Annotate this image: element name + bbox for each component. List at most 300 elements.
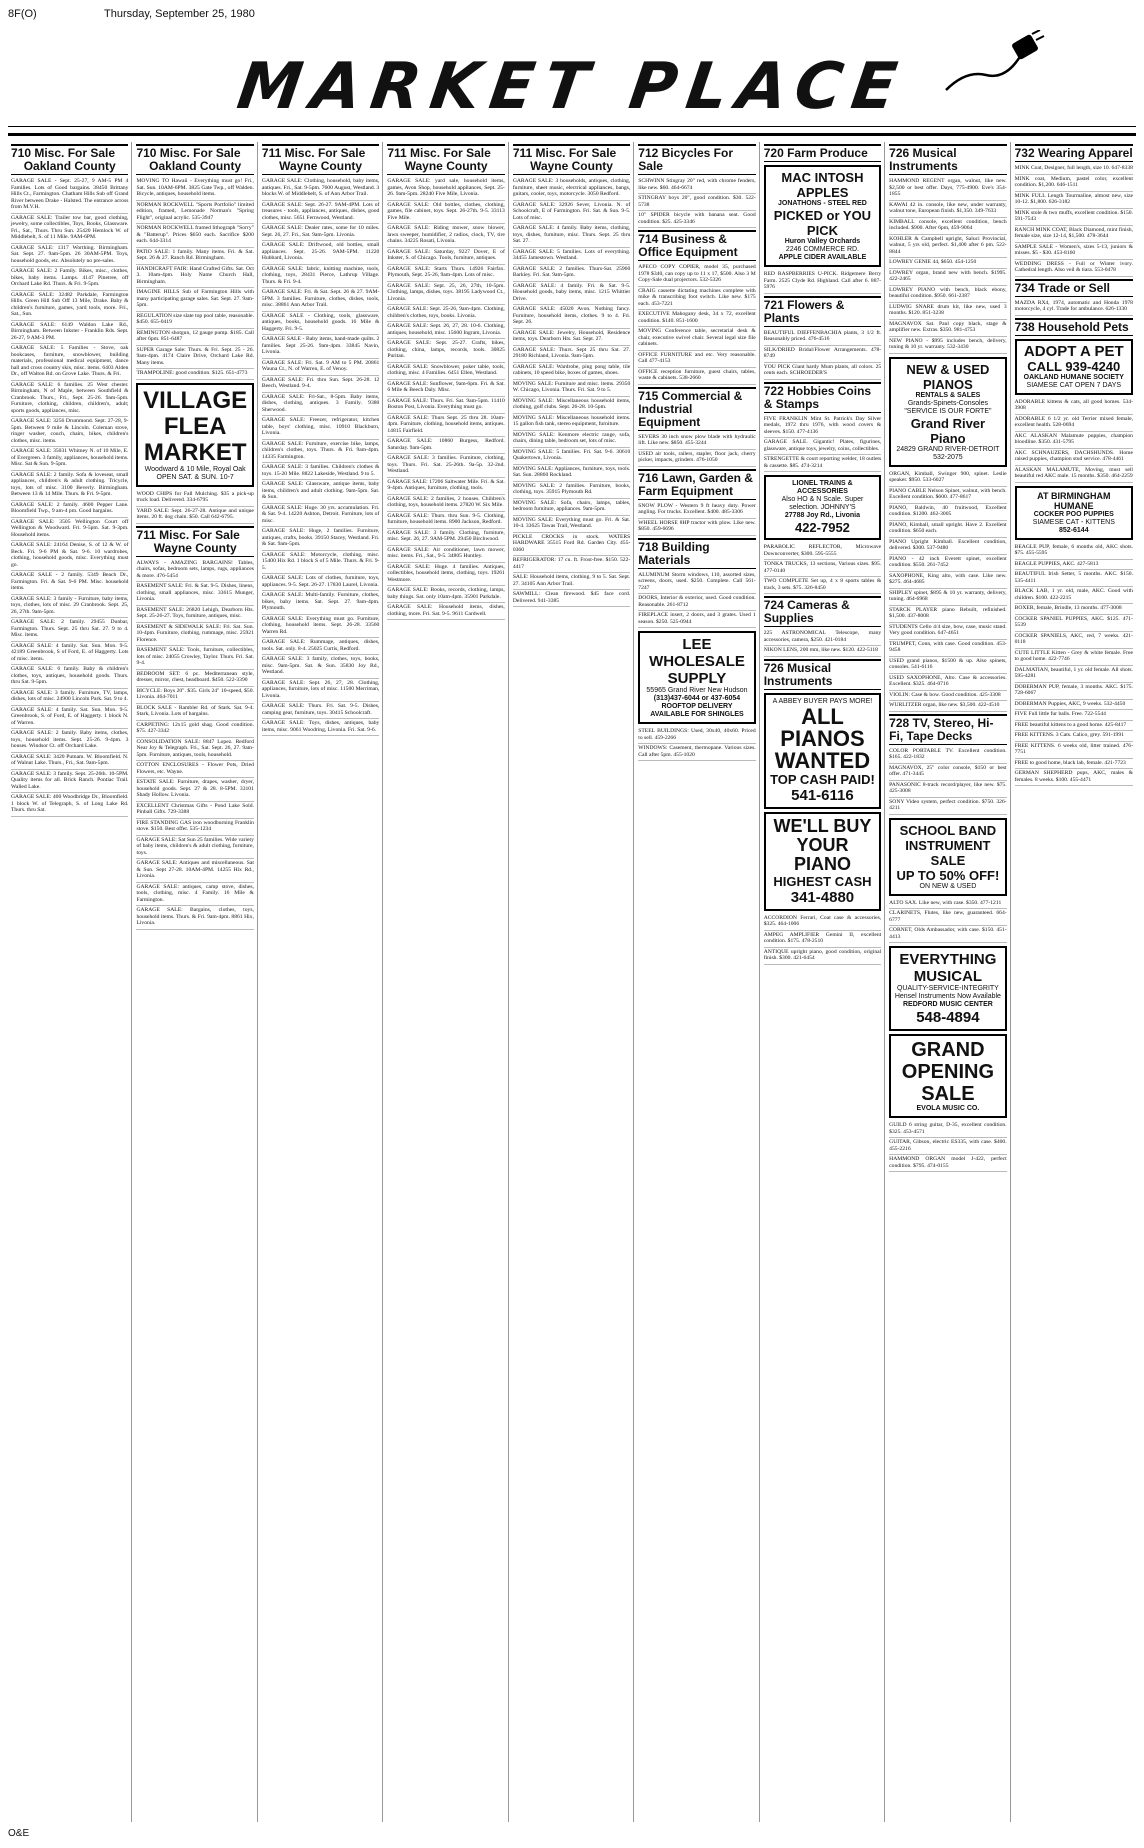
ad-line: SIAMESE CAT - KITTENS xyxy=(1032,518,1115,526)
section-header: 724 Cameras & Supplies xyxy=(764,596,881,627)
ad-list xyxy=(764,543,881,594)
ad-line: COCKER POO PUPPIES xyxy=(1033,510,1114,518)
column-7 xyxy=(761,142,885,1822)
classified-ad: STARCK PLAYER piano Rebuilt, refinished. $1,500. 437-8008 xyxy=(889,606,1006,623)
section-header: 721 Flowers & Plants xyxy=(764,296,881,327)
ad-line: 24829 GRAND RIVER-DETROIT 532-2075 xyxy=(896,445,1000,461)
classified-ad: WHEEL HORSE 8HP tractor with plow. Like new. $850. 459-6696 xyxy=(638,519,755,536)
classified-ad: SILK/DRIED Bridal/Flower Arrangements. 478-8749 xyxy=(764,346,881,363)
classified-ad: BOXER, female, Brindle, 13 months. 477-3008 xyxy=(1015,604,1133,615)
classified-ad: MOVING SALE: Appliances, furniture, toys, tools. Sat. Sun. 28860 Rockland. xyxy=(513,465,630,482)
ad-list xyxy=(889,177,1006,354)
ad-list xyxy=(1015,543,1133,787)
classified-ad: GARAGE SALE: Rummage, antiques, dishes, tools. Sat. only. 8-4. 25025 Curtis, Redford. xyxy=(262,638,379,655)
classified-ad: CUTE LITTLE Kitten - Grey & white female. Free to good home. 422-7746 xyxy=(1015,649,1133,666)
classified-ad: SAWMILL: Clean firewood. $45 face cord. Delivered. 941-3385 xyxy=(513,590,630,607)
classified-ad: GARAGE SALE: 32926 Sever, Livonia. N. of Schoolcraft, E of Farmington. Fri. Sat. & Sun. 9-5. Lots of misc. xyxy=(513,201,630,225)
classified-ad: WEDDING DRESS - Full or Winter ivory. Cathedral length. Also veil & tiara. 553-0478 xyxy=(1015,260,1133,277)
classified-ad: GARAGE SALE: Jewelry, Household, Residence items, toys. Dearborn Hts. Sat. Sept. 27. xyxy=(513,329,630,346)
flea-market-hours: OPEN SAT. & SUN. 10-7 xyxy=(156,473,234,481)
classified-ad: GARAGE SALE: Freezer, refrigerator, kitchen table, boys' clothing, misc. 10910 Blackburn, Livonia. xyxy=(262,416,379,440)
classified-ad: GARAGE SALE: 1317 Worthing. Birmingham. Sat. Sept. 27. 9am-5pm. 26 30AM-5PM. Toys, household goods, etc. Absolutely no pre-sales. xyxy=(11,244,128,268)
ad-line: REDFORD MUSIC CENTER xyxy=(902,1001,993,1008)
classified-ad: USED grand pianos, $1500 & up. Also spinets, consoles. 541-6116 xyxy=(889,657,1006,674)
classified-ad: PANASONIC 8-track record/player, like new. $75. 425-3008 xyxy=(889,781,1006,798)
ad-line: 852-6144 xyxy=(1059,526,1089,534)
ad-line: MAC INTOSH APPLES xyxy=(781,170,864,200)
classified-ad: APECO COPY COPIER, model 35, purchased 1978 $340, can copy up to 11 x 17, $500. Also 3 M Copy-Sale dual projectors. 532-5326 xyxy=(638,263,755,287)
classified-ad: BASEMENT SALE: 26820 Lehigh, Dearborn Hts. Sept. 25-26-27. Toys, furniture, antiques, misc. xyxy=(136,606,253,623)
classified-ad: GARAGE SALE: Air conditioner, lawn mower, misc. items. Fri., Sat., 9-5. 34805 Huntley. xyxy=(387,546,504,563)
ad-list xyxy=(889,899,1006,944)
classified-ad: MAGNAVOX, 25" color console, $150 or best offer. 471-3445 xyxy=(889,764,1006,781)
ad-list xyxy=(764,270,881,294)
section-header: 711 Misc. For Sale Wayne County xyxy=(136,526,253,557)
classified-ad: GARAGE SALE: Thurs. Fri. Sat. 9am-5pm. 11410 Boston Post, Livonia. Everything must go. xyxy=(387,397,504,414)
ad-list xyxy=(889,470,1006,712)
ad-line: ALL PIANOS WANTED xyxy=(774,703,871,773)
classified-ad: CARPETING: 12x15 gold shag. Good condition. $75. 427-3342 xyxy=(136,721,253,738)
column-1 xyxy=(8,142,132,1822)
section-header: 710 Misc. For Sale Oakland County xyxy=(136,144,253,175)
classified-ad: GARAGE SALE: 3 family - Furniture, baby items, toys, clothes, lots of misc. 29 Cranbrook. Sept. 25, 26, 27th. 9am-5pm. xyxy=(11,595,128,619)
flea-market-title: VILLAGE FLEA MARKET xyxy=(143,386,248,466)
classified-ad: GARAGE SALE: Motorcycle, clothing, misc. 15400 Hix Rd. 1 block S of 5 Mile. Thurs. & Fri. 9-5. xyxy=(262,551,379,575)
classified-ad: FIVE Full little fur balls. Free. 722-5544 xyxy=(1015,710,1133,721)
classified-ad: STUDENTS Cello 4/4 size, bow, case, music stand. Very good condition. 647-4651 xyxy=(889,623,1006,640)
ad-list xyxy=(1015,164,1133,277)
classified-ad: GARAGE SALE: 6149 Waldon Lake Rd., Birmingham. Between Inkster - Franklin Rds. Sept. 26-27, 9 AM-3 PM. xyxy=(11,321,128,345)
classified-ad: AKC SCHNAUZERS, DACHSHUNDS. Home raised puppies, champion stud service. 478-4461 xyxy=(1015,449,1133,466)
classified-ad: YARD SALE: Sept. 26-27-28. Antique and unique items. 20 ft. dog chain. $50. Call 642-6795. xyxy=(136,507,253,524)
classified-ad: PIANO Upright Kimball. Excellent condition, delivered. $300. 537-9480 xyxy=(889,538,1006,555)
classified-ad: IMAGINE HILLS Sub of Farmington Hills with many participating garage sales. Sat. Sept. 27. 9am-5pm. xyxy=(136,288,253,312)
classified-ad: PIANO - 42 inch Everett spinet, excellent condition. $550. 261-7452 xyxy=(889,555,1006,572)
classified-ad: GARAGE SALE. Gigantic! Plates, figurines, glassware, antique toys, jewelry, coins, collectibles. xyxy=(764,438,881,455)
classified-ad: ORGAN, Kimball, Swinger 900, spinet. Leslie speaker. $950. 533-6027 xyxy=(889,470,1006,487)
column-3 xyxy=(259,142,383,1822)
ad-line: 341-4880 xyxy=(790,888,855,906)
classified-ad: GARAGE SALE: 45020 Avon. Nothing fancy. Furniture, household items, clothes. 9 to 4. Fri. Sept. 26. xyxy=(513,305,630,329)
section-header: 738 Household Pets xyxy=(1015,318,1133,336)
section-header: 720 Farm Produce xyxy=(764,144,881,162)
classified-ad: FIREPLACE insert, 2 doors, and 3 grates. Used 1 season. $250. 525-0944 xyxy=(638,611,755,628)
classified-ad: DOBERMAN Puppies, AKC, 9 weeks. 532-4450 xyxy=(1015,700,1133,711)
classified-ad: ADORABLE 6 1/2 yr. old Terrier mixed female, excellent health. 528-0694 xyxy=(1015,415,1133,432)
classified-ad: GARAGE SALE: 3256 Drummond. Sept. 27-28, 9-5pm. Between 9 mile & Lincoln. Coleman stove, ringer washer, couch, chairs, bikes, children's clothes, misc. items. xyxy=(11,417,128,447)
classified-ad: FREE KITTENS. 3 Cats. Calico, grey. 591-1991 xyxy=(1015,731,1133,742)
section-header: 712 Bicycles For Sale xyxy=(638,144,755,175)
classified-ad: 10" SPIDER bicycle with banana seat. Good condition. $25. 425-3346 xyxy=(638,211,755,228)
column-6 xyxy=(635,142,759,1822)
ad-line: Grand River Piano xyxy=(910,415,986,446)
classified-ad: RED RASPBERRIES U-PICK. Ridgemere Berry Farm. 2525 Clyde Rd. Highland. Call after 6. 887-5976 xyxy=(764,270,881,294)
classified-ad: GARAGE SALE: Riding mower, snow blower, lawn sweeper, humidifier, 2 radios, clock, TV, tire chains. 34225 Rosati, Livonia. xyxy=(387,224,504,248)
classified-ad: REGULATION size slate top pool table, reasonable. $450. 655-0419 xyxy=(136,312,253,329)
classified-ad: TRUMPET, Conn, with case. Good condition. 453-9458 xyxy=(889,640,1006,657)
section-header: 710 Misc. For Sale Oakland County xyxy=(11,144,128,175)
classified-ad: MOVING Conference table, secretarial desk & chair, executive swivel chair. Several legal size file cabinets. xyxy=(638,327,755,351)
classified-ad: BASEMENT & SIDEWALK SALE: Fri. Sat. Sun. 10-4pm. Furniture, clothing, rummage, misc. 25921 Florence. xyxy=(136,623,253,647)
lee-wholesale-title: LEE WHOLESALE SUPPLY xyxy=(649,636,745,687)
classified-ad: BEAUTIFUL DIEFFENBACHIA plants, 3 1/2 ft. Reasonably priced. 476-4516 xyxy=(764,329,881,346)
classified-ad: GARAGE SALE: Old bottles, clothes, clothing, games, file cabinet, toys. Sept. 26-27th. 9-5. 33113 Five Mile. xyxy=(387,201,504,225)
classified-ad: GARAGE SALE: Huge. 30 yrs. accumulation. Fri. & Sat. 9-4. 14220 Ashton, Detroit. Furniture, lots of misc. xyxy=(262,504,379,528)
masthead-rule xyxy=(8,126,1136,127)
classified-ad: MOVING SALE: Everything must go. Fri. & Sat. 10-4. 33625 Tawas Trail, Westland. xyxy=(513,516,630,533)
classified-ad: DALMATIAN, beautiful, 1 yr. old female. All shots. 595-4281 xyxy=(1015,666,1133,683)
classified-ad: PIANO CABLE Nelson Spinet, walnut, with bench. Excellent condition. $600. 477-8617 xyxy=(889,487,1006,504)
classified-ad: MOVING SALE: Furniture and misc. items. 29350 W. Chicago, Livonia. Thurs. Fri. Sat. 9 to 5. xyxy=(513,380,630,397)
classified-ad: GARAGE SALE: Sept. 26, 27, 28. 10-6. Clothing, antiques, household, misc. 15600 Ingram, Livonia. xyxy=(387,322,504,339)
lee-wholesale-ad xyxy=(638,631,755,724)
ad-line: Huron Valley Orchards xyxy=(784,238,861,245)
ad-line: Grands-Spinets-Consoles xyxy=(907,399,988,407)
page-number: 8F(O) xyxy=(8,8,37,20)
classified-ad: GARAGE SALE: 5 families. Lots of everything. 34455 Jamestown. Westland. xyxy=(513,248,630,265)
classified-ad: EXECUTIVE Mahogany desk, 34 x 72, excellent condition. $140. 851-1600 xyxy=(638,310,755,327)
ad-list xyxy=(638,177,755,228)
section-header: 732 Wearing Apparel xyxy=(1014,146,1133,160)
classified-ad: GARAGE SALE: Everything must go. Furniture, clothing, household items. Sept. 26-28. 33560 Warren Rd. xyxy=(262,615,379,639)
classified-ad: LOWREY organ, brand new with bench. $1995. 422-2465 xyxy=(889,269,1006,286)
ad-line: 27788 Joy Rd., Livonia xyxy=(784,512,860,519)
classified-ad: ALTO SAX. Like new, with case. $350. 477-1211 xyxy=(889,899,1006,910)
classified-ad: GARAGE SALE: 32482 Parkdale, Farmington Hills. Green Hill Sub Off 13 Mile, Drake. Baby & children's furniture, games, yard tools, more. Fri., Sat., Sun. xyxy=(11,291,128,321)
ad-list xyxy=(136,559,253,930)
classified-ad: WURLITZER organ, like new. $3,500. 422-4510 xyxy=(889,701,1006,712)
classified-ad: SONY Video system, perfect condition. $750. 326-4211 xyxy=(889,798,1006,815)
ad-list xyxy=(764,914,881,965)
section-header: 722 Hobbies Coins & Stamps xyxy=(764,382,881,413)
classified-ad: CRAIG cassette dictating machines complete with mike & transcribing foot switch. Like new. $175 each. 453-7221 xyxy=(638,287,755,311)
ad-line: Also HO & N Scale. Super selection. JOHNNY'S xyxy=(781,496,864,511)
classified-ad: GARAGE SALE: Sept. 26, 27, 28. Clothing, appliances, furniture, lots of misc. 11500 Merriman, Livonia. xyxy=(262,679,379,703)
classified-ad: STEEL BUILDINGS: Used, 30x40, 40x60. Priced to sell. 459-2266 xyxy=(638,727,755,744)
classified-ad: CLARINETS, Flutes, like new, guaranteed. 664-6777 xyxy=(889,909,1006,926)
classified-columns xyxy=(8,142,1136,1822)
classified-ad: GARAGE SALE: 4 family. Baby items, clothing, toys, dishes, furniture, misc. Thurs. Sept. 25 thru Sat. 27. xyxy=(513,224,630,248)
classified-ad: GARAGE SALE: Furniture, exercise bike, lamps, children's clothes, toys. Thurs. & Fri. 9am-4pm. 14335 Farmington. xyxy=(262,440,379,464)
classified-ad: TONKA TRUCKS, 13 sections, Various sizes. $95. 477-0140 xyxy=(764,560,881,577)
lee-wholesale-address: 55965 Grand River New Hudson xyxy=(646,687,748,694)
classified-ad: GARAGE SALE: yard sale, household items, games, Avon Shop, household appliances, Sept. 25-26. 9am-5pm. 28240 Five Mile, Livonia. xyxy=(387,177,504,201)
column-4 xyxy=(384,142,508,1822)
ad-line: ADOPT A PET xyxy=(1023,342,1124,360)
ad-list xyxy=(638,727,755,761)
column-8 xyxy=(886,142,1010,1822)
ad-list xyxy=(136,490,253,524)
classified-ad: BLOCK SALE - Rambler Rd. of Stark. Sat. 9-4. Stark, Livonia. Lots of bargains. xyxy=(136,704,253,721)
ad-line: QUALITY-SERVICE-INTEGRITY xyxy=(896,985,999,992)
classified-ad: MOVING SALE: Kenmore electric range, sofa, chairs, dining table, bedroom set, lots of misc. xyxy=(513,431,630,448)
ad-line: GRAND OPENING SALE xyxy=(901,1039,995,1105)
mouse-plug-icon xyxy=(926,30,1046,100)
ad-line: EVOLA MUSIC CO. xyxy=(916,1105,980,1112)
classified-ad: ESTATE SALE: Furniture, drapes, washer, dryer, household goods. Sept. 27 & 28. 8-5PM. 33101 Shady Hollow. Livonia. xyxy=(136,778,253,802)
classified-ad: GARAGE SALE: 2 family. 29455 Dunbar, Farmington. Thurs. Sept. 25 thru Sat. 27. 9 to 4. Misc. items. xyxy=(11,618,128,642)
classified-ad: GARAGE SALE: 2 families, 2 houses. Children's clothing, toys, household items. 27820 W. Six Mile. xyxy=(387,495,504,512)
classified-ad: GARAGE SALE - Baby items, hand-made quilts. 2 families. Sept 25-26. 9am-4pm. 33845 Navin, Livonia. xyxy=(262,335,379,359)
ad-line: JONATHONS - STEEL RED xyxy=(778,200,867,207)
classified-ad: DOORS, Interior & exterior, used. Good condition. Reasonable. 261-8712 xyxy=(638,594,755,611)
classified-ad: COCKER SPANIEL PUPPIES, AKC. $125. 471-5539 xyxy=(1015,615,1133,632)
ad-list xyxy=(136,177,253,380)
classified-ad: ACCORDION Ferrari, Coat case & accessories, $325. 464-1006 xyxy=(764,914,881,931)
classified-ad: GARAGE SALE: Clothing, household, baby items, antiques. Fri., Sat. 9-5pm. 7600 August, Westland. 3 blocks W. of Middlebelt, S. of Ann Arbor Trail. xyxy=(262,177,379,201)
ad-list xyxy=(638,571,755,629)
classified-ad: BEAGLE PUP, female, 6 months old, AKC shots. $75. 455-5595 xyxy=(1015,543,1133,560)
classified-ad: GARAGE SALE: 2 family. Sofa & loveseat, small appliances, children's & adult clothing. Tricycle, toys, lots of misc. 3100 Beverly. Birmingham. Between 13 & 14 Mile. Thurs. & Fri. 9-5pm. xyxy=(11,471,128,501)
classified-ad: COLOR PORTABLE TV. Excellent condition. $165. 422-1832 xyxy=(889,747,1006,764)
classified-ad: AMPEG AMPLIFIER Gemini II, excellent condition. $175. 478-2510 xyxy=(764,931,881,948)
classified-ad: GARAGE SALE: 2 family. 4600 Pepper Lane. Bloomfield Twp., 9 am-4 pm. Good bargains. xyxy=(11,501,128,518)
classified-ad: GARAGE SALE: 3 family. Furniture, TV, lamps, dishes, lots of misc. 24900 Lincoln Park. Sat. 9 to 4. xyxy=(11,689,128,706)
section-header: 716 Lawn, Garden & Farm Equipment xyxy=(638,469,755,500)
ad-list xyxy=(764,629,881,657)
ad-list xyxy=(513,177,630,607)
classified-ad: EXCELLENT Christmas Gifts - Pond Lake Sold. Pinball Gifts. 729-3388 xyxy=(136,802,253,819)
classified-ad: MINK Coat, Designer, full length, size 10. 647-8338 xyxy=(1015,164,1133,175)
classified-ad: GARAGE SALE: 10860 Burgess, Redford. Saturday. 9am-5pm. xyxy=(387,437,504,454)
classified-ad: MOVING SALE: 5 families. Fri. Sat. 9-6. 30610 Quakertown, Livonia. xyxy=(513,448,630,465)
classified-ad: GARAGE SALE: 3 family, clothes, toys, books, misc. 9am-5pm. Sat. & Sun. 35830 Joy Rd., Westland. xyxy=(262,655,379,679)
classified-ad: AKC ALASKAN Malamute puppies, champion bloodline. $350. 431-5795 xyxy=(1015,432,1133,449)
ad-line: 422-7952 xyxy=(794,520,850,535)
ad-line: UP TO 50% OFF! xyxy=(896,867,1000,883)
flea-market-ad xyxy=(136,383,253,487)
ad-line: 548-4894 xyxy=(916,1009,980,1026)
ad-list xyxy=(638,433,755,467)
classified-ad: GARAGE SALE: fabric, knitting machine, tools, clothing, toys, 28431 Pierce, Lathrup Village. Thurs. & Fri. 9-4. xyxy=(262,265,379,289)
classified-ad: GARAGE SALE: Toys, dishes, antiques, baby items, misc. 9061 Woodring, Livonia. Fri. Sat. 9-6. xyxy=(262,719,379,736)
classified-ad: VIOLIN: Case & bow. Good condition. 425-3308 xyxy=(889,691,1006,702)
classified-ad: GARAGE SALE - 2 family. 5349 Beach Dr., Farmington. Fri. & Sat. 9-6 PM. Misc. household items. xyxy=(11,571,128,595)
classified-ad: GARAGE SALE: Huge. 4 families. Antiques, collectibles, household items, clothing, toys. 19261 Westmore. xyxy=(387,563,504,587)
classified-ad: NORMAN ROCKWELL framed lithograph "Sorry" & "Batterup". Prices $650 each. Sacrifice $200 each. 644-3314 xyxy=(136,224,253,248)
classified-ad: SUPER Garage Sale: Thurs. & Fri. Sept. 25 - 26. 9am-4pm. 4174 Claire Drive, Orchard Lake Rd. Many items. xyxy=(136,346,253,370)
section-header: 718 Building Materials xyxy=(638,538,755,569)
classified-ad: GARAGE SALE: Fri. & Sat. Sept. 26 & 27. 9AM-5PM. 3 families. Furniture, clothes, dishes, tools, misc. 38861 Ann Arbor Trail. xyxy=(262,288,379,312)
classified-ad: GARAGE SALE: 4 family. Sat. Sun. Mon. 9-5. 42189 Greenbrook, S of Ford, E. of Haggerty. Lots of misc. items. xyxy=(11,642,128,666)
ad-list xyxy=(764,329,881,380)
classified-ad: GARAGE SALE: Books, records, clothing, lamps, baby things. Sat. only 10am-4pm. 35901 Parkdale. xyxy=(387,586,504,603)
classified-ad: MAZDA RX4, 1974, automatic and Honda 1978 motorcycle, 4 cyl. Trade for ambulance. 626-1330 xyxy=(1015,299,1133,316)
classified-ad: GARAGE SALE: Fri. thru Sun. Sept. 26-28. 12 Beech, Westland. 9-4. xyxy=(262,376,379,393)
ad-line: A ABBEY BUYER PAYS MORE! xyxy=(772,697,873,705)
ad-line: RENTALS & SALES xyxy=(915,391,981,399)
classified-ad: PIANO, Kimball, small upright. Have 2. Excellent condition. $650 each. xyxy=(889,521,1006,538)
classified-ad: PARABOLIC REFLECTOR, Microwave Downconverter, $300. 595-5555 xyxy=(764,543,881,560)
ad-line: CALL 939-4240 xyxy=(1027,358,1121,374)
classified-ad: SAXOPHONE, King alto, with case. Like new. $275. 464-4685 xyxy=(889,572,1006,589)
classified-ad: SALE: Household items, clothing. 9 to 5. Sat. Sept. 27. 34105 Ann Arbor Trail. xyxy=(513,573,630,590)
classified-ad: GARAGE SALE: Fri-Sat., 8-5pm. Baby items, dishes, clothing, antiques. 3 Family. 9380 Sherwood. xyxy=(262,393,379,417)
classified-ad: GARAGE SALE: Sunflower, 9am-6pm. Fri. & Sat. 6 Mile & Beech Daly. Misc. xyxy=(387,380,504,397)
school-band-ad xyxy=(889,818,1006,896)
classified-ad: PICKLE CROCKS in stock. WATERS HARDWARE 35515 Ford Rd. Garden City. 455-0360 xyxy=(513,533,630,557)
section-header: 711 Misc. For Sale Wayne County xyxy=(513,144,630,175)
classified-ad: GARAGE SALE: 3420 Putnam. W. Bloomfield. N. of Walnut Lake. Thurs., Fri., Sat. 9am-5pm. xyxy=(11,753,128,770)
classified-ad: GARAGE SALE: 3 family. Sept. 25-26th. 10-5PM. Quality items for all. Brick Ranch. Pontiac Trail. Walled Lake. xyxy=(11,770,128,794)
classified-ad: GARAGE SALE: Snowblower, poker table, tools, clothing, misc. 4 Families. 6451 Ellen, Westland. xyxy=(387,363,504,380)
section-header: 726 Musical Instruments xyxy=(889,144,1006,175)
ad-list xyxy=(1015,398,1133,483)
classified-ad: GARAGE SALE: antiques, camp stove, dishes, tools, clothing, misc. 4 Family. 16 Mile & Farmington. xyxy=(136,883,253,907)
classified-ad: GARAGE SALE: Antiques and miscellaneous. Sat & Sun. Sept 27-28. 10AM-4PM. 14255 Hix Rd., Livonia. xyxy=(136,859,253,883)
classified-ad: BASEMENT SALE: Fri. & Sat. 9-5. Dishes, linens, clothing, small appliances, misc. 33615 Munger, Livonia. xyxy=(136,582,253,606)
classified-ad: LUDWIG SNARE drum kit, like new, used 3 months. $120. 851-3238 xyxy=(889,303,1006,320)
classified-ad: SHIPLEY spinet, $895 & 10 yr. warranty, delivery, tuning. 464-6968 xyxy=(889,589,1006,606)
classified-ad: MINK stole & two muffs, excellent condition. $150. 591-7543 xyxy=(1015,209,1133,226)
buy-your-piano-ad xyxy=(764,812,881,911)
classified-ad: REMINGTON shotgun, 12 gauge pump. $185. Call after 6pm. 851-6487 xyxy=(136,329,253,346)
classified-ad: GARAGE SALE: Lots of clothes, furniture, toys, appliances. 9-5. Sept. 26-27. 17830 Laurel, Livonia. xyxy=(262,574,379,591)
classified-ad: GARAGE SALE: 4 family. Fri. & Sat. 9-5. Household goods, baby items, misc. 1215 Whittier Drive. xyxy=(513,282,630,306)
classified-ad: COTTON ENCLOSURES - Flower Pots, Dried Flowers, etc. Wayne. xyxy=(136,761,253,778)
ad-list xyxy=(889,747,1006,815)
classified-ad: OFFICE FURNITURE and etc. Very reasonable. Call 477-4153 xyxy=(638,351,755,368)
classified-ad: GARAGE SALE: Fri. Sat. 9 AM to 5 PM. 20861 Wauna Ct., N. of Warren, E. of Venoy. xyxy=(262,359,379,376)
classified-ad: REFRIGERATOR: 17 cu. ft. Frost-free. $150. 522-4417 xyxy=(513,556,630,573)
classified-ad: GARAGE SALE: 3 families. Children's clothes & toys. 15-20 Mile. 8822 Lakeside, Westland. 9 to 5. xyxy=(262,463,379,480)
classified-ad: MOVING SALE: Miscellaneous household items, clothing, golf clubs. Sept. 26-28. 10-5pm. xyxy=(513,397,630,414)
birmingham-humane-ad xyxy=(1015,486,1133,540)
classified-ad: GARAGE SALE: Sept. 25, 26, 27th, 10-5pm. Clothing, lamps, dishes, toys. 38195 Ladywood Ct., Livonia. xyxy=(387,282,504,306)
ad-line: ON NEW & USED xyxy=(919,882,977,890)
classified-ad: GARAGE SALE: Sat Sun 25 families. Wide variety of baby items, children's & adult clothing, furniture, toys. xyxy=(136,836,253,860)
classified-ad: NIKON LENS, 200 mm, like new. $120. 422-5118 xyxy=(764,646,881,657)
classified-ad: GARAGE SALE: Household items, dishes, clothing, more. Fri. Sat. 9-5. 9611 Cardwell. xyxy=(387,603,504,620)
classified-ad: GARAGE SALE: 6 family. Baby & children's clothes, toys, antiques, household goods. Thurs. thru Sat. 9-5pm. xyxy=(11,665,128,689)
classified-ad: YOU PICK Giant hardy Mum plants, all colors. 25 cents each. SCHROEDER'S xyxy=(764,363,881,380)
classified-ad: GARAGE SALE - Sept. 25-27, 9 AM-5 PM 4 Families. Lots of Good bargains. 38450 Brittany Hills Ct., Farmington. Chatham Hills Sub off Grand River between Drake - Halsted. The entrance across from M.V.H. xyxy=(11,177,128,214)
ad-list xyxy=(11,177,128,817)
everything-musical-ad xyxy=(889,946,1006,1031)
ad-line: LIONEL TRAINS & ACCESSORIES xyxy=(792,480,853,495)
section-header: 726 Musical Instruments xyxy=(764,659,881,690)
ad-line: WE'LL BUY YOUR PIANO xyxy=(773,815,872,874)
column-5 xyxy=(510,142,634,1822)
classified-ad: COCKER SPANIELS, AKC, red, 7 weeks. 421-0118 xyxy=(1015,632,1133,649)
classified-ad: MAGNAVOX Sat. Paul copy black, stage & amplifier new. Extras. $350. 981-4753 xyxy=(889,320,1006,337)
classified-ad: FREE KITTENS. 6 weeks old, litter trained. 476-7751 xyxy=(1015,742,1133,759)
classified-ad: BASEMENT SALE: Tools, furniture, collectibles, lots of misc. 24055 Crowley, Taylor. Thurs. Fri. Sat. 9-4. xyxy=(136,646,253,670)
classified-ad: CORNET, Olds Ambassador, with case. $150. 451-4413 xyxy=(889,926,1006,943)
ad-line: NEW & USED PIANOS xyxy=(906,361,990,392)
classified-ad: KOHLER & Campbell upright, Saluci Provincial, walnut, 5 yrs old, perfect. $1,400 after 6 pm. 522-8844 xyxy=(889,235,1006,259)
classified-ad: KAWAI 42 in. console, like new, under warranty, walnut tone, European finish. $1,350. 349-7633 xyxy=(889,201,1006,218)
classified-ad: KIMBALL console, excellent condition, bench included. $900. After 6pm, 459-9064 xyxy=(889,218,1006,235)
classified-ad: GARAGE SALE: 400 Woodbridge Dr., Bloomfield. 1 block W. of Telegraph, S. of Long Lake Rd. Thurs. thru Sat. xyxy=(11,793,128,817)
adopt-a-pet-ad xyxy=(1015,339,1133,395)
classified-ad: GARAGE SALE: 2 family. Baby items, clothes, toys, household items. Sept. 25-26. 9-4pm. 3 houses. Windsor Ct. off Orchard Lake. xyxy=(11,729,128,753)
classified-ad: GARAGE SALE: Sept. 25-27. Crafts, bikes, clothing, china, lamps, records, tools. 30825 Puritan. xyxy=(387,339,504,363)
classified-ad: USED SAXOPHONE, Alto. Case & accessories. Excellent. $325. 464-0716 xyxy=(889,674,1006,691)
ad-line: "SERVICE IS OUR FORTE" xyxy=(904,407,992,415)
classified-ad: HANDICRAFT FAIR: Hand Crafted Gifts. Sat. Oct 3. 10am-4pm. Holy Name Church Hall, Birmingham. xyxy=(136,265,253,289)
classified-ad: GARAGE SALE: 17206 Saltwater Mile. Fri. & Sat. 9-4pm. Antiques, furniture, clothing, tools. xyxy=(387,478,504,495)
classified-ad: FIRE STANDING GAS iron woodburning Franklin stove. $150. Best offer. 535-1234 xyxy=(136,819,253,836)
classified-ad: STRENGETTE & court reporting welder, 18 outlets & cassette. $85. 474-3214 xyxy=(764,455,881,472)
ad-line: 2246 COMMERCE RD. xyxy=(785,246,860,253)
classified-ad: GARAGE SALE: 5 Families - Stove, oak bookcases, furniture, snowblower, building materials, professional medical equipment, dance hall and cross country skis, misc. items. 6403 Alden Dr., off Walton Rd. on Grove Lake. Thurs. & Fri. xyxy=(11,344,128,381)
classified-ad: TRAMPOLINE: good condition. $125. 651-4773 xyxy=(136,369,253,380)
classified-ad: FIVE FRANKLIN Mint St. Patrick's Day Silver medals, 1972 thru 1976, with wood covers & sleeves. $150. 477-4136 xyxy=(764,415,881,439)
classified-ad: GERMAN SHEPHERD pups, AKC, males & females. 8 weeks. $100. 455-4471 xyxy=(1015,769,1133,786)
column-9 xyxy=(1012,142,1136,1822)
page-footer: O&E xyxy=(8,1828,30,1839)
classified-ad: BEAGLE PUPPIES, AKC. 427-5813 xyxy=(1015,560,1133,571)
ad-list xyxy=(262,177,379,736)
classified-ad: MOVING SALE: Sofa, chairs, lamps, tables, bedroom furniture, appliances. 9am-5pm. xyxy=(513,499,630,516)
classified-ad: PATIO SALE: 1 family. Many items. Fri. & Sat. Sept. 26 & 27. Ranch Rd. Birmingham. xyxy=(136,248,253,265)
classified-ad: GARAGE SALE: 3 families. Furniture, clothing, toys. Thurs. Fri. Sat. 25-26th. 9a-5p. 32-2nd. Westland. xyxy=(387,454,504,478)
lee-wholesale-phone: (313)437-6044 or 437-6054 xyxy=(653,695,741,702)
flea-market-address: Woodward & 10 Mile, Royal Oak xyxy=(144,465,246,473)
classified-ad: GARAGE SALE: Multi-family. Furniture, clothes, bikes, baby items. Sat. Sept. 27. 9am-4pm. Plymouth. xyxy=(262,591,379,615)
classified-ad: GARAGE SALE: Trailer tow bar, good clothing, jewelry, some collectibles, Toys, Books, Glassware. Fri., Sat., Thurs. Thru Sun. 25420 Hemlock W. of Middlebelt, S. of 11 Mile. 9AM-6PM. xyxy=(11,214,128,244)
classified-ad: NORMAN ROCKWELL "Sports Portfolio" limited edition, framed, Lemonade Norman's "Spring Flight", original acrylic. 535-3947 xyxy=(136,201,253,225)
classified-ad: GARAGE SALE: Thurs Sept. 25 thru 28. 10am-4pm. Furniture, clothing, household items, antiques. 14815 Fairfield. xyxy=(387,414,504,438)
classified-ad: SEVERS 30 inch snow plow blade with hydraulic lift. Like new. $850. 455-3244 xyxy=(638,433,755,450)
classified-ad: STINGRAY boys 20", good condition. $30. 522-5738 xyxy=(638,194,755,211)
classified-ad: GARAGE SALE: Sept. 25-26, 9am-4pm. Clothing, children's clothes, toys, books. Livonia. xyxy=(387,305,504,322)
ad-line: HIGHEST CASH xyxy=(773,873,872,889)
classified-ad: WOOD CHIPS for Fall Mulching. $35 a pick-up truck load. Delivered. 334-6795 xyxy=(136,490,253,507)
classified-ad: GARAGE SALE: Glassware, antique items, baby items, children's and adult clothing. 9am-5pm. Sat. & Sun. xyxy=(262,480,379,504)
ad-line: 541-6116 xyxy=(791,786,854,804)
lee-wholesale-note: ROOFTOP DELIVERY AVAILABLE FOR SHINGLES xyxy=(650,703,744,718)
classified-ad: GARAGE SALE: 4 family. Sat. Sun. Mon. 9-5. Greenbrook, S. of Ford, E. of Haggerty. 1 block N. of Warren. xyxy=(11,706,128,730)
classified-ad: GARAGE SALE: 3 family. Clothing, furniture, misc. Sept. 26, 27. 9AM-5PM. 29450 Birchwood. xyxy=(387,529,504,546)
classified-ad: GARAGE SALE: Driftwood, old bottles, small appliances. Sept. 25-26. 9AM-5PM. 11220 Hubbard, Livonia. xyxy=(262,241,379,265)
classified-ad: ANTIQUE upright piano, good condition, original finish. $300. 421-6454 xyxy=(764,948,881,965)
masthead xyxy=(8,24,1136,136)
classified-ad: GARAGE SALE: 2 Family. Bikes, misc., clothes, bikes, baby items. Lamps. 4147 Pinetree, off Orchard Lake Rd. Thurs. & Fri. 9-5pm. xyxy=(11,267,128,291)
classified-ad: PIANO, Baldwin, 40 fruitwood, Excellent condition. $1200. 462-3005 xyxy=(889,504,1006,521)
classified-ad: GARAGE SALE: Starts Thurs. 14926 Fairfax. Plymouth, Sept. 25-26, 9am-4pm. Lots of misc. xyxy=(387,265,504,282)
section-header: 714 Business & Office Equipment xyxy=(638,230,755,261)
classified-ad: GARAGE SALE: 3505 Wellington Court off Wellington & Woodward. Fri. 9-5pm. Sat. 9-3pm. Household items. xyxy=(11,518,128,542)
ad-line: SIAMESE CAT OPEN 7 DAYS xyxy=(1026,381,1122,389)
ad-line: PICKED or YOU PICK xyxy=(773,208,872,238)
ad-list xyxy=(638,263,755,385)
page-date: Thursday, September 25, 1980 xyxy=(104,8,255,20)
classified-ad: BEDROOM SET: 6 pc. Mediterranean style, dresser, mirror, chest, headboard. $450. 522-3390 xyxy=(136,670,253,687)
classified-ad: ALWAYS - AMAZING BARGAINS! Tables, chairs, sofas, bedroom sets, lamps, rugs, appliances & more. 476-5454 xyxy=(136,559,253,583)
classified-ad: LOWREY GENIE 44, $650. 454-1250 xyxy=(889,258,1006,269)
classified-ad: NEW PIANO - $995 includes bench, delivery, tuning & 10 yr. warranty. 532-3430 xyxy=(889,337,1006,354)
ad-list xyxy=(1015,299,1133,316)
classified-ad: MINK coat, Medium, pastel color, excellent condition. $1,200. 646-1511 xyxy=(1015,175,1133,192)
section-header: 711 Misc. For Sale Wayne County xyxy=(262,144,379,175)
classified-ad: ALASKAN MALAMUTE, Moving, must sell beautiful red AKC male. 15 months. $350. 464-2259 xyxy=(1015,466,1133,483)
classified-ad: GARAGE SALE: Bargains, clothes, toys, household items. Thurs. & Fri. 9am-4pm. 8861 Hix, Livonia. xyxy=(136,906,253,930)
pianos-wanted-ad xyxy=(764,693,881,809)
section-header: 728 TV, Stereo, Hi-Fi, Tape Decks xyxy=(889,714,1006,745)
classified-ad: SNOW PLOW - Western 9 ft heavy duty. Power angling. For trucks. Excellent. $400. 485-3306 xyxy=(638,502,755,519)
classified-ad: GARAGE SALE: Huge, 2 families. Furniture, antiques, crafts, books. 39150 Stacey, Westland. Fri. & Sat. 9am-5pm. xyxy=(262,527,379,551)
ad-list xyxy=(387,177,504,620)
section-header: 711 Misc. For Sale Wayne County xyxy=(387,144,504,175)
ad-line: OAKLAND HUMANE SOCIETY xyxy=(1023,373,1124,381)
classified-ad: GARAGE SALE: 35031 Whitney N. of 10 Mile, E. of Evergreen. 3 family, appliances, household items. Misc. Sat & Sun. 9-5pm. xyxy=(11,447,128,471)
classified-ad: MOVING SALE: 2 families. Furniture, books, clothing, toys. 35915 Plymouth Rd. xyxy=(513,482,630,499)
classified-ad: LOWREY PIANO with bench, black ebony, beautiful condition. $950. 661-2387 xyxy=(889,286,1006,303)
ad-list xyxy=(638,502,755,536)
classified-ad: SAMPLE SALE - Women's, sizes 5-13, juniors & misses. $5 - $30. 453-8160 xyxy=(1015,243,1133,260)
